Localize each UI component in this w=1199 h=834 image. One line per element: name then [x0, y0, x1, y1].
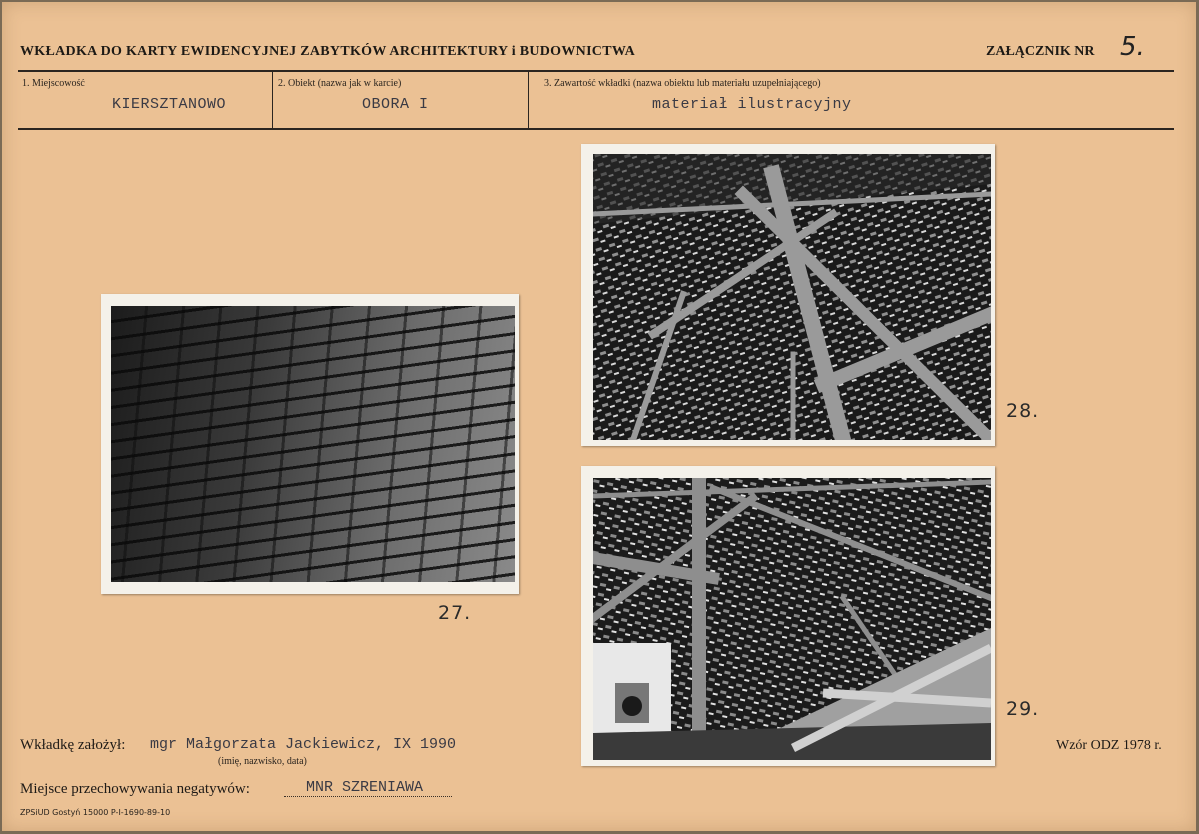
form-version: Wzór ODZ 1978 r. — [1056, 738, 1162, 753]
negatives-value: MNR SZRENIAWA — [306, 779, 424, 796]
brick-wall-image — [111, 306, 515, 582]
roof-truss-drawing-1 — [593, 154, 991, 440]
annex-label: ZAŁĄCZNIK NR — [986, 44, 1095, 59]
roof-truss-drawing-2 — [593, 478, 991, 760]
author-sublabel: (imię, nazwisko, data) — [218, 756, 307, 767]
negatives-label: Miejsce przechowywania negatywów: — [20, 781, 250, 797]
photo-roof-truss-1 — [581, 144, 995, 446]
field-contents-label: 3. Zawartość wkładki (nazwa obiektu lub materiału uzupełniającego) — [544, 78, 821, 89]
field-locality-value: KIERSZTANOWO — [112, 96, 227, 113]
photo-brick-wall — [101, 294, 519, 594]
document-title: WKŁADKA DO KARTY EWIDENCYJNEJ ZABYTKÓW ARCHITEKTURY i BUDOWNICTWA — [20, 44, 636, 59]
field-locality-label: 1. Miejscowość — [22, 78, 85, 89]
field-object-value: OBORA I — [362, 96, 429, 113]
roof-truss-image-1 — [593, 154, 991, 440]
field-divider-1 — [272, 72, 273, 128]
header-rule-top — [18, 70, 1174, 72]
photo-number-28: 28. — [1006, 400, 1040, 422]
printer-imprint: ZPSiUD Gostyń 15000 P-I-1690-89-10 — [20, 808, 171, 817]
header-rule-bottom — [18, 128, 1174, 130]
author-label: Wkładkę założył: — [20, 737, 126, 753]
field-object-label: 2. Obiekt (nazwa jak w karcie) — [278, 78, 402, 89]
field-contents-value: materiał ilustracyjny — [652, 96, 852, 113]
inventory-card-insert — [2, 2, 1196, 831]
photo-number-29: 29. — [1006, 698, 1040, 720]
author-value: mgr Małgorzata Jackiewicz, IX 1990 — [150, 736, 457, 753]
photo-roof-truss-2 — [581, 466, 995, 766]
negatives-dotted-line — [284, 796, 452, 797]
photo-number-27: 27. — [438, 602, 472, 624]
roof-truss-image-2 — [593, 478, 991, 760]
annex-number: 5. — [1120, 32, 1145, 62]
field-divider-2 — [528, 72, 529, 128]
